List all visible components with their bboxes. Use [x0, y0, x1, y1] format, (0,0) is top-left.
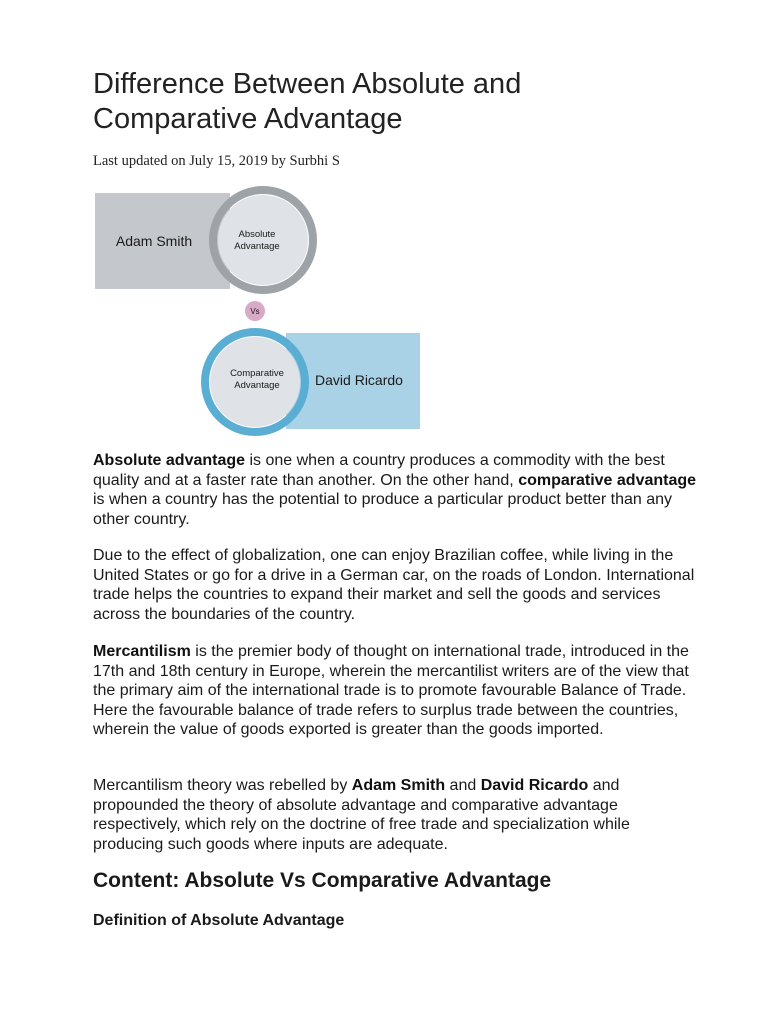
paragraph-text: is when a country has the potential to produce a particular product better than any other country.: [93, 491, 673, 528]
vs-label: Vs: [250, 307, 260, 316]
david-ricardo-term: David Ricardo: [480, 777, 589, 794]
comparative-advantage-label-line1: Comparative: [230, 368, 284, 379]
paragraph-text: is the premier body of thought on international trade, introduced in the 17th and 18th century in Europe, wherein the mercantilist writers are of the view that the primary aim of the international trade is to promote favourable Balance of Trade. Here the favourable balance of trade refers to surplus trade between the countries, wherein the value of goods exported is greater than the goods imported.: [93, 643, 689, 738]
paragraph-intro: [93, 451, 698, 529]
content-heading: Content: Absolute Vs Comparative Advantage: [93, 869, 552, 892]
absolute-advantage-circle: [218, 195, 308, 285]
comparative-advantage-term: comparative advantage: [518, 471, 697, 489]
paragraph-mercantilism: [93, 642, 698, 740]
absolute-advantage-label-line1: Absolute: [238, 229, 276, 240]
paragraph-text: and: [445, 777, 481, 794]
definition-subheading: Definition of Absolute Advantage: [93, 912, 345, 929]
absolute-advantage-term: Absolute advantage: [93, 452, 246, 469]
absolute-advantage-label-line2: Advantage: [234, 241, 280, 252]
comparative-advantage-label-line2: Advantage: [234, 380, 280, 391]
post-meta: Last updated on July 15, 2019 by Surbhi S: [93, 153, 340, 169]
advantage-diagram: [93, 186, 433, 436]
paragraph-text: and propounded the theory of absolute advantage and comparative advantage respectively, which rely on the doctrine of free trade and specialization while producing such goods where inputs are adequate.: [93, 777, 630, 853]
page-title: Difference Between Absolute and Comparative Advantage: [93, 68, 522, 135]
adam-smith-term: Adam Smith: [351, 777, 446, 794]
paragraph-theory: [93, 776, 698, 854]
paragraph-text: Mercantilism theory was rebelled by: [93, 777, 352, 794]
david-ricardo-label: David Ricardo: [315, 372, 403, 388]
mercantilism-term: Mercantilism: [93, 643, 191, 660]
paragraph-globalization: Due to the effect of globalization, one can enjoy Brazilian coffee, while living in the United States or go for a drive in a German car, on the roads of London. International trade helps the countries to expand their market and sell the goods and services across the boundaries of the country.: [93, 547, 695, 623]
adam-smith-label: Adam Smith: [115, 233, 193, 249]
paragraph-text: is one when a country produces a commodity with the best quality and at a faster rate than another. On the other hand,: [93, 452, 665, 489]
